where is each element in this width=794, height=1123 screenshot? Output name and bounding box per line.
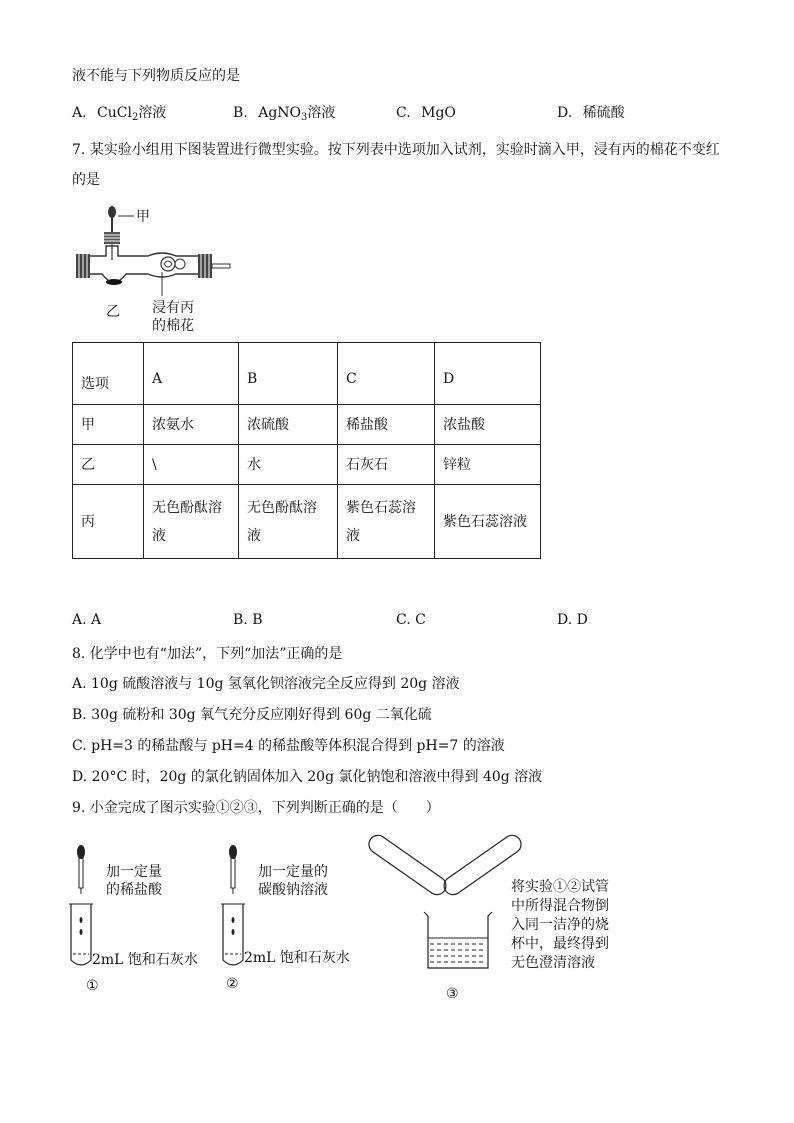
table-cell: 浓硫酸 xyxy=(239,405,338,445)
q6-option-a: A. CuCl$_2$溶液 xyxy=(72,105,167,123)
q9-exp3-figure xyxy=(360,830,530,980)
q8-option-b: B. 30g 硫粉和 30g 氧气充分反应刚好得到 60g 二氧化硫 xyxy=(72,707,432,723)
table-row xyxy=(73,405,541,445)
q9-exp1-add-line1: 加一定量 xyxy=(106,864,162,880)
q9-exp1-number: ① xyxy=(86,978,99,994)
table-cell: 紫色石蕊溶 液 xyxy=(338,485,435,559)
table-cell: 稀盐酸 xyxy=(338,405,435,445)
q6-option-b: B. AgNO$_3$溶液 xyxy=(233,105,336,123)
table-cell: 石灰石 xyxy=(338,445,435,485)
q7-option-d: D. D xyxy=(557,612,588,628)
q9-exp2-tube-label: 2mL 饱和石灰水 xyxy=(244,950,350,966)
q9-exp3-number: ③ xyxy=(446,986,459,1002)
q7-option-c: C. C xyxy=(396,612,426,628)
table-cell: 浓氨水 xyxy=(144,405,239,445)
q8-option-d: D. 20°C 时，20g 的氯化钠固体加入 20g 氯化钠饱和溶液中得到 40g 溶液 xyxy=(72,769,543,785)
q8-option-c: C. pH=3 的稀盐酸与 pH=4 的稀盐酸等体积混合得到 pH=7 的溶液 xyxy=(72,738,505,754)
q9-exp3-text-line2: 中所得混合物倒 xyxy=(511,898,609,914)
table-cell: B xyxy=(239,343,338,405)
q9-exp1-add-line2: 的稀盐酸 xyxy=(106,882,162,898)
table-cell: C xyxy=(338,343,435,405)
q9-exp1-tube-label: 2mL 饱和石灰水 xyxy=(92,952,198,968)
table-cell: D xyxy=(435,343,541,405)
q7-label-jia: 甲 xyxy=(136,209,150,225)
q7-reagent-table xyxy=(72,342,541,559)
table-cell: 紫色石蕊溶液 xyxy=(435,485,541,559)
q7-label-bing-line1: 浸有丙 xyxy=(152,300,194,316)
table-row xyxy=(73,485,541,559)
q8-option-a: A. 10g 硫酸溶液与 10g 氢氧化钡溶液完全反应得到 20g 溶液 xyxy=(72,676,460,692)
q6-option-c: C. MgO xyxy=(396,105,456,121)
q9-exp3-text-line4: 杯中，最终得到 xyxy=(511,936,609,952)
q9-exp3-text-line3: 入同一洁净的烧 xyxy=(511,917,609,933)
table-cell: 乙 xyxy=(73,445,144,485)
q6-option-d: D. 稀硫酸 xyxy=(557,105,625,121)
q9-exp2-number: ② xyxy=(226,976,239,992)
q7-stem-line1: 7. 某实验小组用下图装置进行微型实验。按下列表中选项加入试剂，实验时滴入甲，浸有丙的棉花不变红 xyxy=(72,142,720,158)
table-cell: 甲 xyxy=(73,405,144,445)
table-cell: 无色酚酞溶 液 xyxy=(239,485,338,559)
q8-stem: 8. 化学中也有“加法”，下列“加法”正确的是 xyxy=(72,646,343,662)
table-cell: 浓盐酸 xyxy=(435,405,541,445)
table-cell: 锌粒 xyxy=(435,445,541,485)
table-cell: \ xyxy=(144,445,239,485)
table-cell: 选项 xyxy=(73,343,144,405)
table-cell: 水 xyxy=(239,445,338,485)
q9-exp3-text-line5: 无色澄清溶液 xyxy=(511,955,595,971)
q9-exp3-text-line1: 将实验①②试管 xyxy=(511,879,609,895)
q7-stem-line2: 的是 xyxy=(72,172,100,188)
q9-exp2-add-line2: 碳酸钠溶液 xyxy=(258,882,328,898)
q6-stem-tail: 液不能与下列物质反应的是 xyxy=(72,68,240,84)
table-cell: 无色酚酞溶 液 xyxy=(144,485,239,559)
table-cell: 丙 xyxy=(73,485,144,559)
q7-option-b: B. B xyxy=(233,612,263,628)
table-row xyxy=(73,343,541,405)
q9-exp2-add-line1: 加一定量的 xyxy=(258,864,328,880)
q9-stem: 9. 小金完成了图示实验①②③，下列判断正确的是（ ） xyxy=(72,800,440,816)
table-row xyxy=(73,445,541,485)
table-cell: A xyxy=(144,343,239,405)
q7-label-bing-line2: 的棉花 xyxy=(152,318,194,334)
q7-option-a: A. A xyxy=(72,612,102,628)
q7-label-yi: 乙 xyxy=(106,304,120,320)
